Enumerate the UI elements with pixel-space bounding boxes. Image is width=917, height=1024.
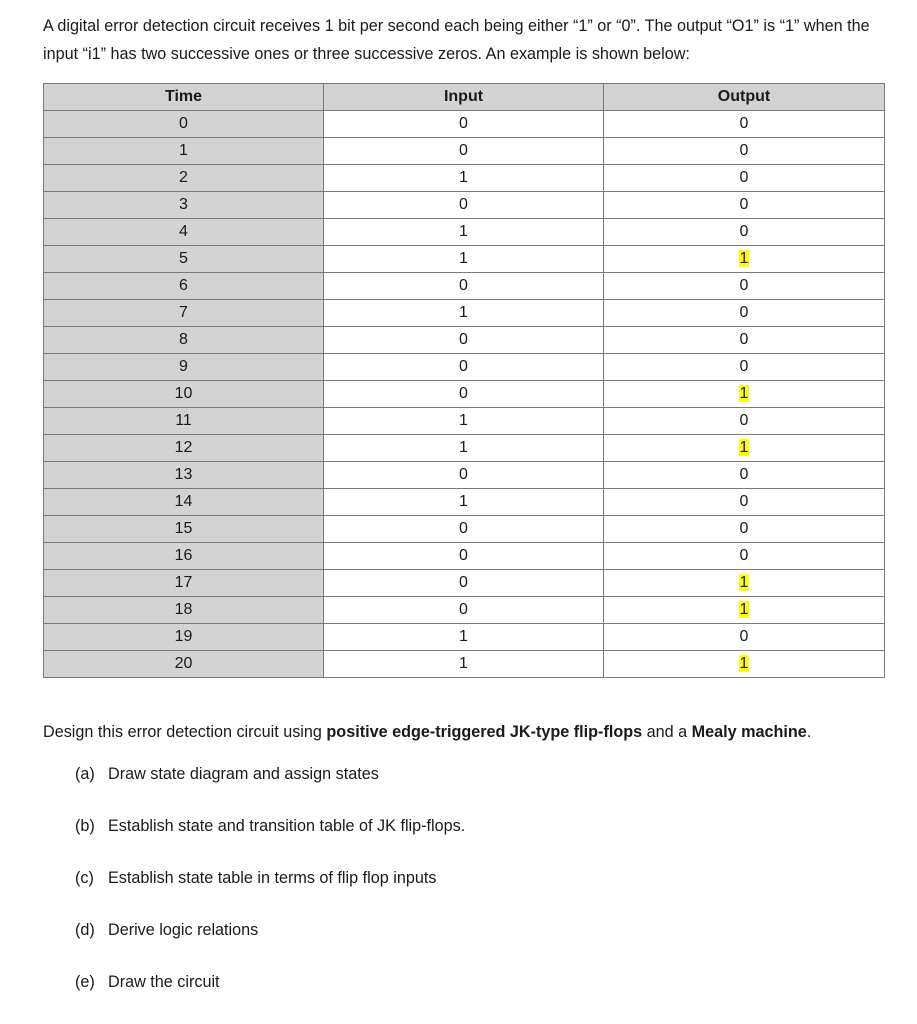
- input-cell: 1: [324, 300, 604, 327]
- part-text: Establish state and transition table of JK flip-flops.: [108, 817, 466, 835]
- table-row: [44, 516, 885, 543]
- part-e: [75, 970, 465, 1022]
- output-cell: 0: [604, 462, 885, 489]
- input-cell: 1: [324, 435, 604, 462]
- output-cell: [604, 651, 885, 678]
- input-cell: 0: [324, 111, 604, 138]
- table-header-row: [44, 84, 885, 111]
- table-row: [44, 543, 885, 570]
- table-row: [44, 192, 885, 219]
- part-marker: (e): [75, 973, 95, 991]
- time-cell: 12: [44, 435, 324, 462]
- time-cell: 5: [44, 246, 324, 273]
- output-cell: 0: [604, 327, 885, 354]
- input-cell: 0: [324, 327, 604, 354]
- input-cell: 1: [324, 651, 604, 678]
- output-cell: [604, 570, 885, 597]
- question-parts: [75, 762, 465, 1022]
- part-b: [75, 814, 465, 866]
- highlighted-output: 1: [739, 250, 749, 267]
- table-row: [44, 651, 885, 678]
- task-prefix: Design this error detection circuit using: [43, 723, 327, 741]
- output-cell: 0: [604, 354, 885, 381]
- part-text: Draw state diagram and assign states: [108, 765, 379, 783]
- table-row: [44, 111, 885, 138]
- task-statement: [43, 720, 903, 744]
- part-text: Derive logic relations: [108, 921, 259, 939]
- table-row: [44, 381, 885, 408]
- part-a: [75, 762, 465, 814]
- time-cell: 10: [44, 381, 324, 408]
- time-cell: 9: [44, 354, 324, 381]
- part-marker: (c): [75, 869, 94, 887]
- output-cell: 0: [604, 165, 885, 192]
- output-cell: 0: [604, 219, 885, 246]
- output-cell: 0: [604, 543, 885, 570]
- time-cell: 16: [44, 543, 324, 570]
- time-cell: 13: [44, 462, 324, 489]
- highlighted-output: 1: [739, 574, 749, 591]
- output-cell: 0: [604, 408, 885, 435]
- input-cell: 1: [324, 219, 604, 246]
- part-marker: (a): [75, 765, 95, 783]
- output-cell: 0: [604, 111, 885, 138]
- problem-intro: A digital error detection circuit receives 1 bit per second each being either “1” or “0”. The output “O1” is “1” when the input “i1” has two successive ones or three successive zeros. An example is shown below:: [43, 17, 870, 63]
- table-row: [44, 408, 885, 435]
- header-time: Time: [44, 84, 324, 111]
- table-row: [44, 219, 885, 246]
- table-row: [44, 624, 885, 651]
- input-cell: 1: [324, 246, 604, 273]
- output-cell: 0: [604, 624, 885, 651]
- table-body: [44, 111, 885, 678]
- highlighted-output: 1: [739, 439, 749, 456]
- header-output: Output: [604, 84, 885, 111]
- table-row: [44, 165, 885, 192]
- time-cell: 15: [44, 516, 324, 543]
- input-cell: 1: [324, 624, 604, 651]
- time-cell: 20: [44, 651, 324, 678]
- task-bold-jk: positive edge-triggered JK-type flip-flops: [326, 723, 643, 741]
- part-text: Draw the circuit: [108, 973, 220, 991]
- output-cell: [604, 246, 885, 273]
- table-row: [44, 300, 885, 327]
- header-input: Input: [324, 84, 604, 111]
- time-cell: 7: [44, 300, 324, 327]
- time-cell: 1: [44, 138, 324, 165]
- part-marker: (d): [75, 921, 95, 939]
- task-suffix: .: [806, 723, 812, 741]
- input-cell: 0: [324, 543, 604, 570]
- input-cell: 0: [324, 597, 604, 624]
- table-row: [44, 273, 885, 300]
- task-middle: and a: [642, 723, 692, 741]
- part-d: [75, 918, 465, 970]
- part-text: Establish state table in terms of flip flop inputs: [108, 869, 437, 887]
- time-cell: 8: [44, 327, 324, 354]
- input-cell: 1: [324, 408, 604, 435]
- highlighted-output: 1: [739, 385, 749, 402]
- input-cell: 0: [324, 138, 604, 165]
- input-cell: 0: [324, 462, 604, 489]
- example-table: [43, 83, 885, 678]
- output-cell: [604, 435, 885, 462]
- time-cell: 11: [44, 408, 324, 435]
- input-cell: 0: [324, 516, 604, 543]
- time-cell: 14: [44, 489, 324, 516]
- output-cell: 0: [604, 273, 885, 300]
- output-cell: 0: [604, 192, 885, 219]
- input-cell: 0: [324, 570, 604, 597]
- part-marker: (b): [75, 817, 95, 835]
- table-row: [44, 327, 885, 354]
- time-cell: 2: [44, 165, 324, 192]
- input-cell: 0: [324, 192, 604, 219]
- output-cell: 0: [604, 300, 885, 327]
- time-cell: 17: [44, 570, 324, 597]
- input-cell: 1: [324, 489, 604, 516]
- input-cell: 0: [324, 273, 604, 300]
- table-row: [44, 489, 885, 516]
- output-cell: [604, 597, 885, 624]
- highlighted-output: 1: [739, 655, 749, 672]
- part-c: [75, 866, 465, 918]
- input-cell: 1: [324, 165, 604, 192]
- table-row: [44, 597, 885, 624]
- highlighted-output: 1: [739, 601, 749, 618]
- time-cell: 18: [44, 597, 324, 624]
- time-cell: 3: [44, 192, 324, 219]
- output-cell: 0: [604, 516, 885, 543]
- task-bold-mealy: Mealy machine: [691, 723, 807, 741]
- output-cell: 0: [604, 138, 885, 165]
- table-row: [44, 462, 885, 489]
- table-row: [44, 435, 885, 462]
- input-cell: 0: [324, 354, 604, 381]
- time-cell: 6: [44, 273, 324, 300]
- table-row: [44, 354, 885, 381]
- time-cell: 0: [44, 111, 324, 138]
- table-row: [44, 246, 885, 273]
- table-row: [44, 570, 885, 597]
- output-cell: [604, 381, 885, 408]
- table-row: [44, 138, 885, 165]
- output-cell: 0: [604, 489, 885, 516]
- input-cell: 0: [324, 381, 604, 408]
- time-cell: 19: [44, 624, 324, 651]
- time-cell: 4: [44, 219, 324, 246]
